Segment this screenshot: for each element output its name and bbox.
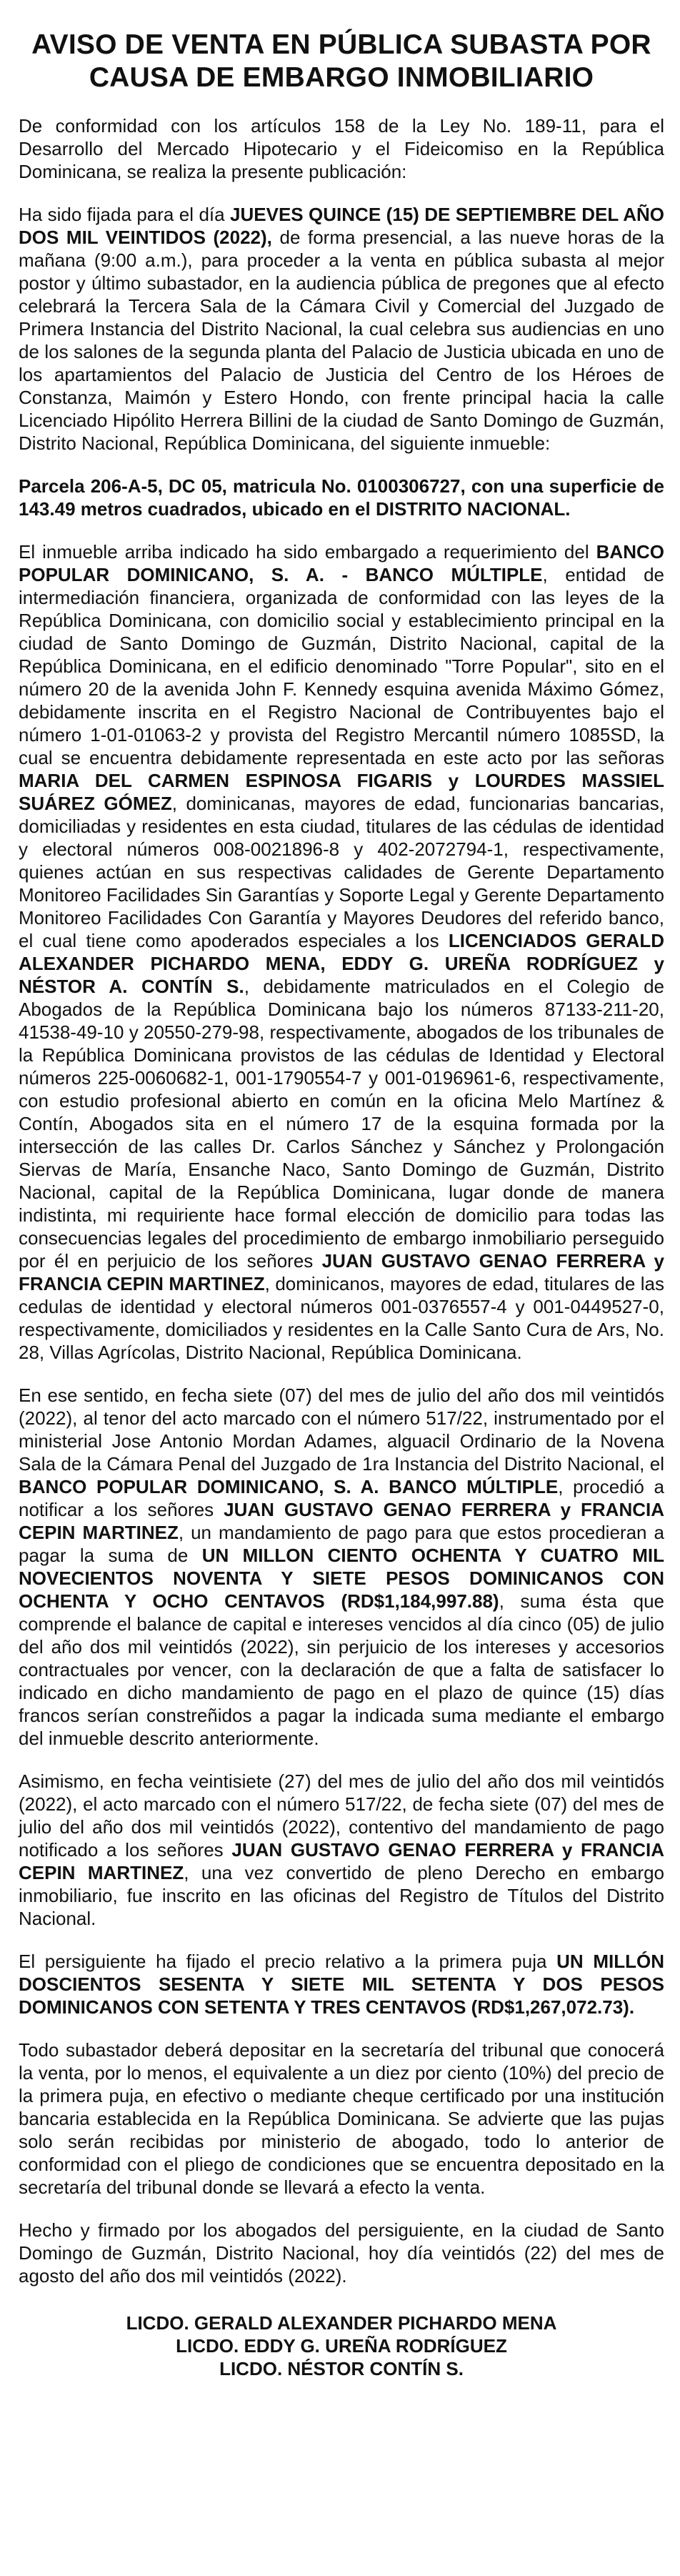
representatives-names: MARIA DEL CARMEN ESPINOSA FIGARIS y LOURDES MASSIEL SUÁREZ GÓMEZ [19,770,664,814]
notice-title [19,29,664,94]
first-bid-price: UN MILLÓN DOSCIENTOS SESENTA Y SIETE MIL SETENTA Y DOS PESOS DOMINICANOS CON SETENTA Y TRES CENTAVOS (RD$1,267,072.73). [19,1951,664,2018]
attorneys-names: LICENCIADOS GERALD ALEXANDER PICHARDO MENA, EDDY G. UREÑA RODRÍGUEZ y NÉSTOR A. CONTÍN S. [19,930,664,997]
payment-order-paragraph: En ese sentido, en fecha siete (07) del mes de julio del año dos mil veintidós (2022), al tenor del acto marcado con el número 517/22, instrumentado por el ministerial Jose Antonio Mordan Adames, alguacil Ordinario de la Novena Sala de la Cámara Penal del Juzgado de 1ra Instancia del Distrito Nacional, el BANCO POPULAR DOMINICANO, S. A. BANCO MÚLTIPLE, procedió a notificar a los señores JUAN GUSTAVO GENAO FERRERA y FRANCIA CEPIN MARTINEZ, un mandamiento de pago para que estos procedieran a pagar la suma de UN MILLON CIENTO OCHENTA Y CUATRO MIL NOVECIENTOS NOVENTA Y SIETE PESOS DOMINICANOS CON OCHENTA Y OCHO CENTAVOS (RD$1,184,997.88), suma ésta que comprende el balance de capital e intereses vencidos al día cinco (05) de julio del año dos mil veintidós (2022), sin perjuicio de los intereses y accesorios contractuales por vencer, con la declaración de que a falta de satisfacer lo indicado en dicho mandamiento de pago en el plazo de quince (15) días francos serían constreñidos a pagar la indicada suma mediante el embargo del inmueble descrito anteriormente. [19,1384,665,1749]
auction-date-paragraph: Ha sido fijada para el día JUEVES QUINCE (15) DE SEPTIEMBRE DEL AÑO DOS MIL VEINTIDOS (2022), de forma presencial, a las nueve horas de la mañana (9:00 a.m.), para proceder a la venta en pública subasta al mejor postor y último subastador, en la audiencia pública de pregones que al efecto celebrará la Tercera Sala de la Cámara Civil y Comercial del Juzgado de Primera Instancia del Distrito Nacional, la cual celebra sus audiencias en uno de los salones de la segunda planta del Palacio de Justicia ubicada en uno de los apartamientos del Palacio de Justicia del Centro de los Héroes de Constanza, Maimón y Estero Hondo, con frente principal hacia la calle Licenciado Hipólito Herrera Billini de la ciudad de Santo Domingo de Guzmán, Distrito Nacional, República Dominicana, del siguiente inmueble: [19,204,664,454]
auction-date: JUEVES QUINCE (15) DE SEPTIEMBRE DEL AÑO DOS MIL VEINTIDOS (2022), [19,204,664,248]
signatures-block [19,2312,664,2380]
signature-date-paragraph: Hecho y firmado por los abogados del persiguiente, en la ciudad de Santo Domingo de Guzmán, Distrito Nacional, hoy día veintidós (22) del mes de agosto del año dos mil veintidós (2022). [19,2219,664,2287]
seizure-paragraph: El inmueble arriba indicado ha sido embargado a requerimiento del BANCO POPULAR DOMINICANO, S. A. - BANCO MÚLTIPLE, entidad de intermediación financiera, organizada de conformidad con las leyes de la República Dominicana, con domicilio social y establecimiento principal en la ciudad de Santo Domingo de Guzmán, Distrito Nacional, capital de la República Dominicana, en el edificio denominado "Torre Popular", sito en el número 20 de la avenida John F. Kennedy esquina avenida Máximo Gómez, debidamente inscrita en el Registro Nacional de Contribuyentes bajo el número 1-01-01063-2 y provista del Registro Mercantil número 1085SD, la cual se encuentra debidamente representada en este acto por las señoras MARIA DEL CARMEN ESPINOSA FIGARIS y LOURDES MASSIEL SUÁREZ GÓMEZ, dominicanas, mayores de edad, funcionarias bancarias, domiciliadas y residentes en esta ciudad, titulares de las cédulas de identidad y electoral números 008-0021896-8 y 402-2072794-1, respectivamente, quienes actúan en sus respectivas calidades de Gerente Departamento Monitoreo Facilidades Sin Garantías y Soporte Legal y Gerente Departamento Monitoreo Facilidades Con Garantía y Mayores Deudores del referido banco, el cual tiene como apoderados especiales a los LICENCIADOS GERALD ALEXANDER PICHARDO MENA, EDDY G. UREÑA RODRÍGUEZ y NÉSTOR A. CONTÍN S., debidamente matriculados en el Colegio de Abogados de la República Dominicana bajo los números 87133-211-20, 41538-49-10 y 20550-279-98, respectivamente, abogados de los tribunales de la República Dominicana provistos de las cédulas de Identidad y Electoral números 225-0060682-1, 001-1790554-7 y 001-0196961-6, respectivamente, con estudio profesional abierto en común en la oficina Melo Martínez & Contín, Abogados sita en el número 17 de la esquina formada por la intersección de las calles Dr. Carlos Sánchez y Sánchez y Prolongación Siervas de María, Ensanche Naco, Santo Domingo de Guzmán, Distrito Nacional, capital de la República Dominicana, lugar donde de manera indistinta, mi requiriente hace formal elección de domicilio para todas las consecuencias legales del procedimiento de embargo inmobiliario perseguido por él en perjuicio de los señores JUAN GUSTAVO GENAO FERRERA y FRANCIA CEPIN MARTINEZ, dominicanos, mayores de edad, titulares de las cedulas de identidad y electoral números 001-0376557-4 y 001-0449527-0, respectivamente, domiciliados y residentes en la Calle Santo Cura de Ars, No. 28, Villas Agrícolas, Distrito Nacional, República Dominicana. [19,541,665,1363]
signature-line: LICDO. EDDY G. UREÑA RODRÍGUEZ [176,2335,507,2357]
intro-paragraph: De conformidad con los artículos 158 de la Ley No. 189-11, para el Desarrollo del Mercado Hipotecario y el Fideicomiso en la República Dominicana, se realiza la presente publicación: [19,115,664,182]
signature-line: LICDO. NÉSTOR CONTÍN S. [219,2358,464,2379]
creditor-name: BANCO POPULAR DOMINICANO, S. A. - BANCO MÚLTIPLE [19,541,664,585]
first-bid-price-paragraph: El persiguiente ha fijado el precio relativo a la primera puja UN MILLÓN DOSCIENTOS SESENTA Y SIETE MIL SETENTA Y DOS PESOS DOMINICANOS CON SETENTA Y TRES CENTAVOS (RD$1,267,072.73). [19,1951,664,2018]
registration-paragraph: Asimismo, en fecha veintisiete (27) del mes de julio del año dos mil veintidós (2022), el acto marcado con el número 517/22, de fecha siete (07) del mes de julio del año dos mil veintidós (2022), contentivo del mandamiento de pago notificado a los señores JUAN GUSTAVO GENAO FERRERA y FRANCIA CEPIN MARTINEZ, una vez convertido de pleno Derecho en embargo inmobiliario, fue inscrito en las oficinas del Registro de Títulos del Distrito Nacional. [19,1770,664,1929]
debtors-names: JUAN GUSTAVO GENAO FERRERA y FRANCIA CEPIN MARTINEZ [19,1250,664,1294]
title-line-1: AVISO DE VENTA EN PÚBLICA SUBASTA POR [31,29,651,60]
deposit-requirement-paragraph: Todo subastador deberá depositar en la secretaría del tribunal que conocerá la venta, por lo menos, el equivalente a un diez por ciento (10%) del precio de la primera puja, en efectivo o mediante cheque certificado por una institución bancaria establecida en la República Dominicana. Se advierte que las pujas solo serán recibidas por ministerio de abogado, todo lo anterior de conformidad con el pliego de condiciones que se encuentra depositado en la secretaría del tribunal donde se llevará a efecto la venta. [19,2039,664,2198]
signature-line: LICDO. GERALD ALEXANDER PICHARDO MENA [126,2312,557,2334]
property-description: Parcela 206-A-5, DC 05, matricula No. 0100306727, con una superficie de 143.49 metros cuadrados, ubicado en el DISTRITO NACIONAL. [19,475,664,520]
title-line-2: CAUSA DE EMBARGO INMOBILIARIO [89,62,594,93]
debt-amount: UN MILLON CIENTO OCHENTA Y CUATRO MIL NOVECIENTOS NOVENTA Y SIETE PESOS DOMINICANOS CON OCHENTA Y OCHO CENTAVOS (RD$1,184,997.88) [19,1545,664,1612]
